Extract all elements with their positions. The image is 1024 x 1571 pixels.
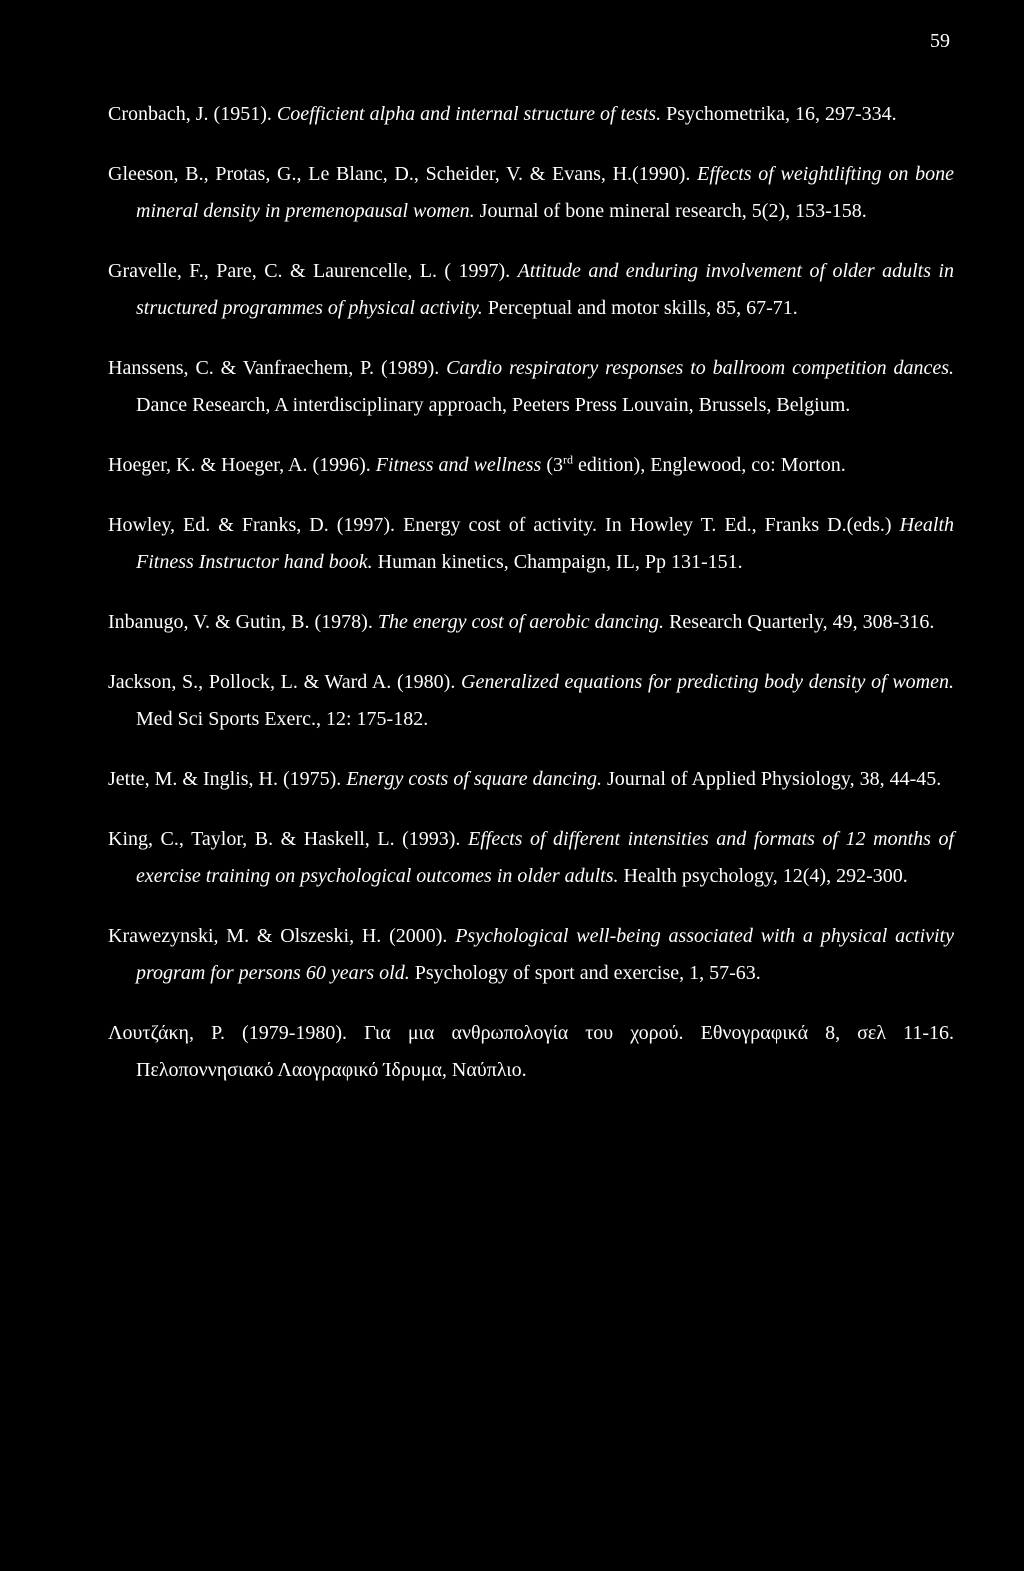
- reference-authors-year: Cronbach, J. (1951).: [108, 103, 277, 125]
- reference-authors-year: Gleeson, B., Protas, G., Le Blanc, D., Scheider, V. & Evans, H.(1990).: [108, 163, 698, 185]
- reference-entry: [108, 350, 954, 424]
- reference-source: Psychology of sport and exercise, 1, 57-63.: [409, 962, 761, 984]
- reference-title: Health Fitness Instructor hand book.: [136, 514, 954, 573]
- reference-text: Λουτζάκη, Ρ. (1979-1980). Για μια ανθρωπολογία του χορού. Εθνογραφικά 8, σελ 11-16. Πελοποννησιακό Λαογραφικό Ίδρυμα, Ναύπλιο.: [108, 1022, 954, 1081]
- reference-authors-year: Jackson, S., Pollock, L. & Ward A. (1980).: [108, 671, 462, 693]
- reference-edition-prefix: (3: [541, 454, 563, 476]
- reference-authors-year: Jette, M. & Inglis, H. (1975).: [108, 768, 347, 790]
- reference-authors-year: Inbanugo, V. & Gutin, B. (1978).: [108, 611, 378, 633]
- reference-source: Dance Research, A interdisciplinary approach, Peeters Press Louvain, Brussels, Belgium.: [136, 394, 851, 416]
- reference-edition-superscript: rd: [563, 452, 573, 467]
- reference-title: The energy cost of aerobic dancing.: [377, 611, 665, 633]
- reference-entry: [108, 507, 954, 581]
- reference-entry: [108, 821, 954, 895]
- reference-source: Human kinetics, Champaign, IL, Pp 131-151.: [372, 551, 743, 573]
- reference-entry: [108, 447, 954, 484]
- reference-source: Perceptual and motor skills, 85, 67-71.: [482, 297, 798, 319]
- reference-title: Generalized equations for predicting body density of women.: [461, 671, 954, 693]
- reference-title: Effects of weightlifting on bone mineral density in premenopausal women.: [136, 163, 954, 222]
- reference-entry: [108, 156, 954, 230]
- reference-authors-year: Howley, Ed. & Franks, D. (1997). Energy cost of activity. In Howley T. Ed., Franks D.(eds.): [108, 514, 900, 536]
- reference-source: Research Quarterly, 49, 308-316.: [664, 611, 935, 633]
- reference-title: Cardio respiratory responses to ballroom competition dances.: [446, 357, 954, 379]
- reference-entry: [108, 918, 954, 992]
- page-number: 59: [930, 30, 950, 52]
- reference-source: Journal of Applied Physiology, 38, 44-45.: [602, 768, 942, 790]
- reference-list: [108, 96, 954, 1112]
- reference-entry: [108, 664, 954, 738]
- reference-authors-year: Hoeger, K. & Hoeger, A. (1996).: [108, 454, 376, 476]
- reference-authors-year: Gravelle, F., Pare, C. & Laurencelle, L. ( 1997).: [108, 260, 518, 282]
- reference-authors-year: King, C., Taylor, B. & Haskell, L. (1993).: [108, 828, 468, 850]
- reference-title: Psychological well-being associated with a physical activity program for persons 60 years old.: [136, 925, 954, 984]
- reference-entry: [108, 761, 954, 798]
- reference-source: Journal of bone mineral research, 5(2), 153-158.: [474, 200, 867, 222]
- reference-title: Energy costs of square dancing.: [346, 768, 603, 790]
- reference-title: Attitude and enduring involvement of older adults in structured programmes of physical activity.: [136, 260, 954, 319]
- reference-entry: [108, 604, 954, 641]
- reference-title: Coefficient alpha and internal structure of tests.: [276, 103, 662, 125]
- reference-entry: [108, 96, 954, 133]
- reference-entry: [108, 253, 954, 327]
- reference-source: Med Sci Sports Exerc., 12: 175-182.: [136, 708, 429, 730]
- reference-title: Effects of different intensities and formats of 12 months of exercise training on psychological outcomes in older adults.: [136, 828, 955, 887]
- reference-source: edition), Englewood, co: Morton.: [573, 454, 846, 476]
- reference-authors-year: Krawezynski, M. & Olszeski, H. (2000).: [108, 925, 456, 947]
- reference-title: Fitness and wellness: [375, 454, 542, 476]
- reference-authors-year: Hanssens, C. & Vanfraechem, P. (1989).: [108, 357, 447, 379]
- reference-source: Psychometrika, 16, 297-334.: [661, 103, 897, 125]
- reference-source: Health psychology, 12(4), 292-300.: [618, 865, 908, 887]
- reference-entry-greek: [108, 1015, 954, 1089]
